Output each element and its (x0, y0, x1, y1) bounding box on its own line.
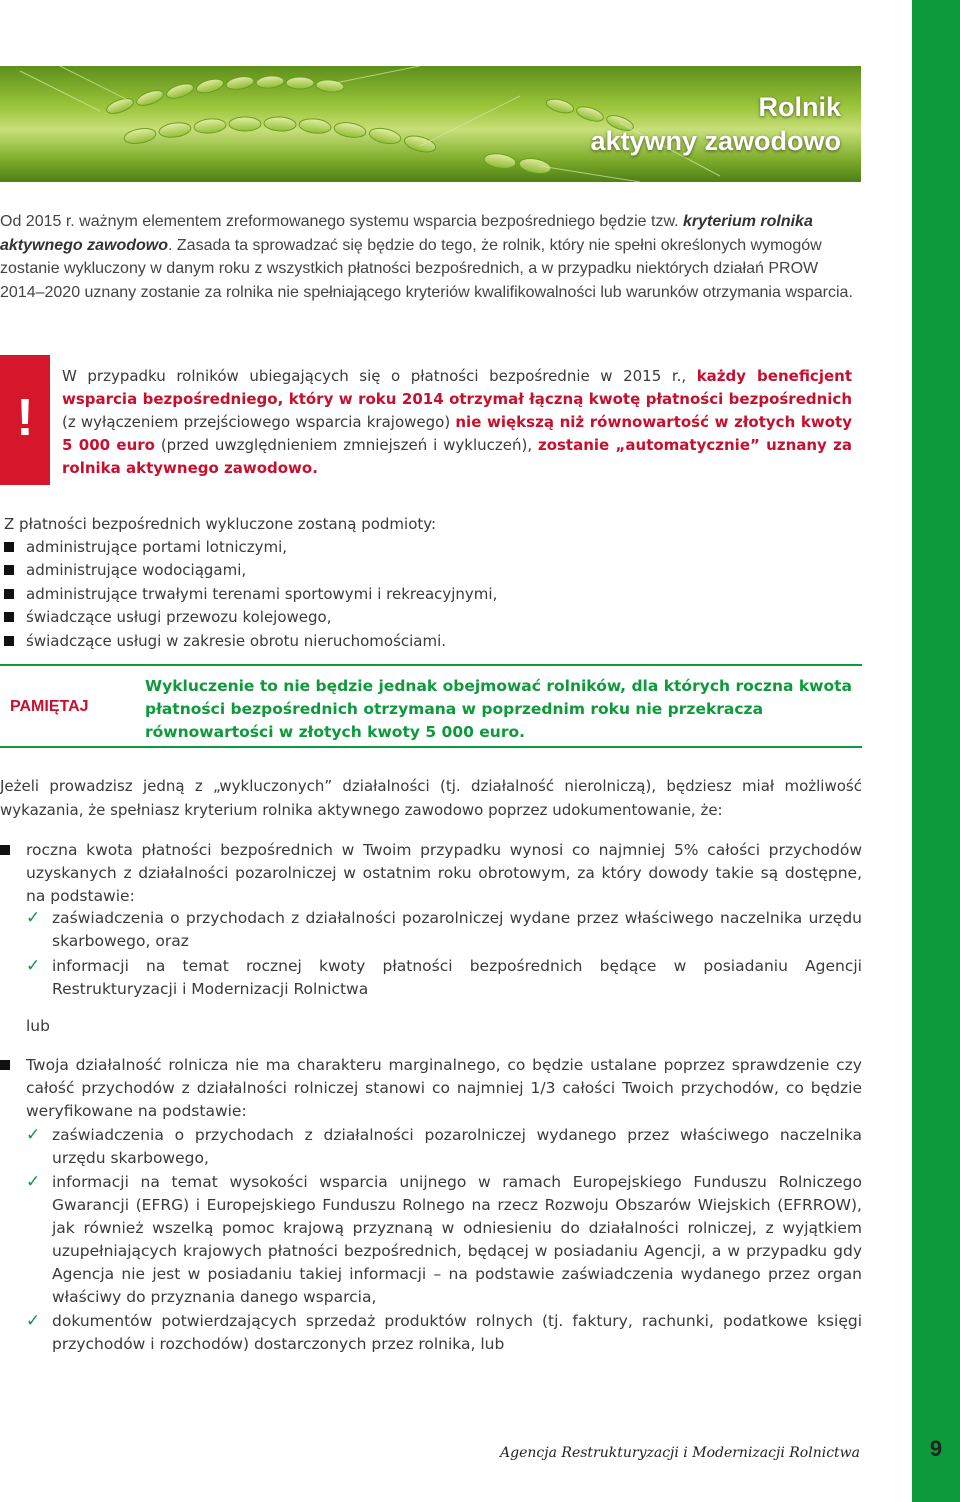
square-bullet-icon (4, 612, 14, 622)
condition-1: roczna kwota płatności bezpośrednich w Twoim przypadku wynosi co najmniej 5% całości przychodów uzyskanych z działalności pozarolniczej w ostatnim roku obrotowym, za który dowody takie są dostępne, na podstawie: (0, 839, 862, 908)
check-item: ✓ zaświadczenia o przychodach z działalności pozarolniczej wydanego przez właściwego naczelnika urzędu skarbowego, (26, 1125, 862, 1167)
proof-intro: Jeżeli prowadzisz jedną z „wykluczonych” działalności (tj. działalność nierolniczą), będziesz miał możliwość wykazania, że spełniasz kryterium rolnika aktywnego zawodowo poprzez udokumentowanie, że: (0, 777, 862, 819)
check-item: ✓ dokumentów potwierdzających sprzedaż produktów rolnych (tj. faktury, rachunki, podatkowe księgi przychodów i rozchodów) dostarczonych przez rolnika, lub (26, 1311, 862, 1353)
divider-bottom (0, 746, 862, 748)
square-bullet-icon (4, 542, 14, 552)
checkmark-icon: ✓ (26, 908, 41, 928)
checkmark-icon: ✓ (26, 1311, 41, 1331)
list-item: świadczące usługi w zakresie obrotu nieruchomościami. (4, 630, 497, 653)
check-item: ✓ zaświadczenia o przychodach z działalności pozarolniczej wydane przez właściwego naczelnika urzędu skarbowego, oraz (26, 908, 862, 950)
warning-text: W przypadku rolników ubiegających się o płatności bezpośrednie w 2015 r., każdy beneficjent wsparcia bezpośredniego, który w roku 2014 otrzymał łączną kwotę płatności bezpośrednich (z wyłączeniem przejściowego wsparcia krajowego) nie większą niż równowartość w złotych kwoty 5 000 euro (przed uwzględnieniem zmniejszeń i wykluczeń), zostanie „automatycznie” uznany za rolnika aktywnego zawodowo. (62, 367, 853, 477)
list-item: świadczące usługi przewozu kolejowego, (4, 606, 497, 629)
side-color-bar (912, 0, 960, 1502)
remember-label: PAMIĘTAJ (10, 698, 89, 715)
header-banner (0, 66, 861, 182)
checkmark-icon: ✓ (26, 1125, 41, 1145)
square-bullet-icon (4, 636, 14, 646)
square-bullet-icon (0, 1060, 10, 1070)
divider-top (0, 664, 862, 666)
list-item: administrujące portami lotniczymi, (4, 536, 497, 559)
square-bullet-icon (4, 565, 14, 575)
check-item: ✓ informacji na temat wysokości wsparcia unijnego w ramach Europejskiego Funduszu Rolniczego Gwarancji (EFRG) i Europejskiego Funduszu Rolnego na rzecz Rozwoju Obszarów Wiejskich (EFRROW), jak również wszelką pomoc krajową przyznaną w odniesieniu do działalności rolniczej, z wyjątkiem uzupełniających krajowych płatności bezpośrednich, będącej w posiadaniu Agencji, a w przypadku gdy Agencja nie jest w posiadaniu takiej informacji – na podstawie zaświadczenia wydanego przez organ właściwy do przyznania danego wsparcia, (26, 1172, 862, 1306)
excluded-list (4, 536, 497, 653)
page-number: 9 (929, 1436, 943, 1461)
page-title: Rolnik aktywny zawodowo (590, 92, 841, 156)
square-bullet-icon (4, 589, 14, 599)
checkmark-icon: ✓ (26, 956, 41, 976)
excluded-intro: Z płatności bezpośrednich wykluczone zostaną podmioty: (4, 515, 437, 533)
footer-agency: Agencja Restrukturyzacji i Modernizacji Rolnictwa (500, 1445, 860, 1461)
list-item: administrujące wodociągami, (4, 559, 497, 582)
check-item: ✓ informacji na temat rocznej kwoty płatności bezpośrednich będące w posiadaniu Agencji Restrukturyzacji i Modernizacji Rolnictwa (26, 956, 862, 998)
remember-text: Wykluczenie to nie będzie jednak obejmować rolników, dla których roczna kwota płatności bezpośrednich otrzymana w poprzednim roku nie przekracza równowartości w złotych kwoty 5 000 euro. (145, 677, 852, 741)
intro-paragraph: Od 2015 r. ważnym elementem zreformowanego systemu wsparcia bezpośredniego będzie tzw. kryterium rolnika aktywnego zawodowo. Zasada ta sprowadzać się będzie do tego, że rolnik, który nie spełni określonych wymogów zostanie wykluczony w danym roku z wszystkich płatności bezpośrednich, a w przypadku niektórych działań PROW 2014–2020 uznany zostanie za rolnika nie spełniającego kryteriów kwalifikowalności lub warunków otrzymania wsparcia. (0, 213, 853, 301)
exclamation-icon: ! (16, 389, 34, 447)
checkmark-icon: ✓ (26, 1172, 41, 1192)
square-bullet-icon (0, 845, 10, 855)
or-text: lub (26, 1017, 50, 1035)
condition-2: Twoja działalność rolnicza nie ma charakteru marginalnego, co będzie ustalane poprzez sprawdzenie czy całość przychodów z działalności rolniczej stanowi co najmniej 1/3 całości Twoich przychodów, co będzie weryfikowane na podstawie: (0, 1054, 862, 1123)
list-item: administrujące trwałymi terenami sportowymi i rekreacyjnymi, (4, 583, 497, 606)
